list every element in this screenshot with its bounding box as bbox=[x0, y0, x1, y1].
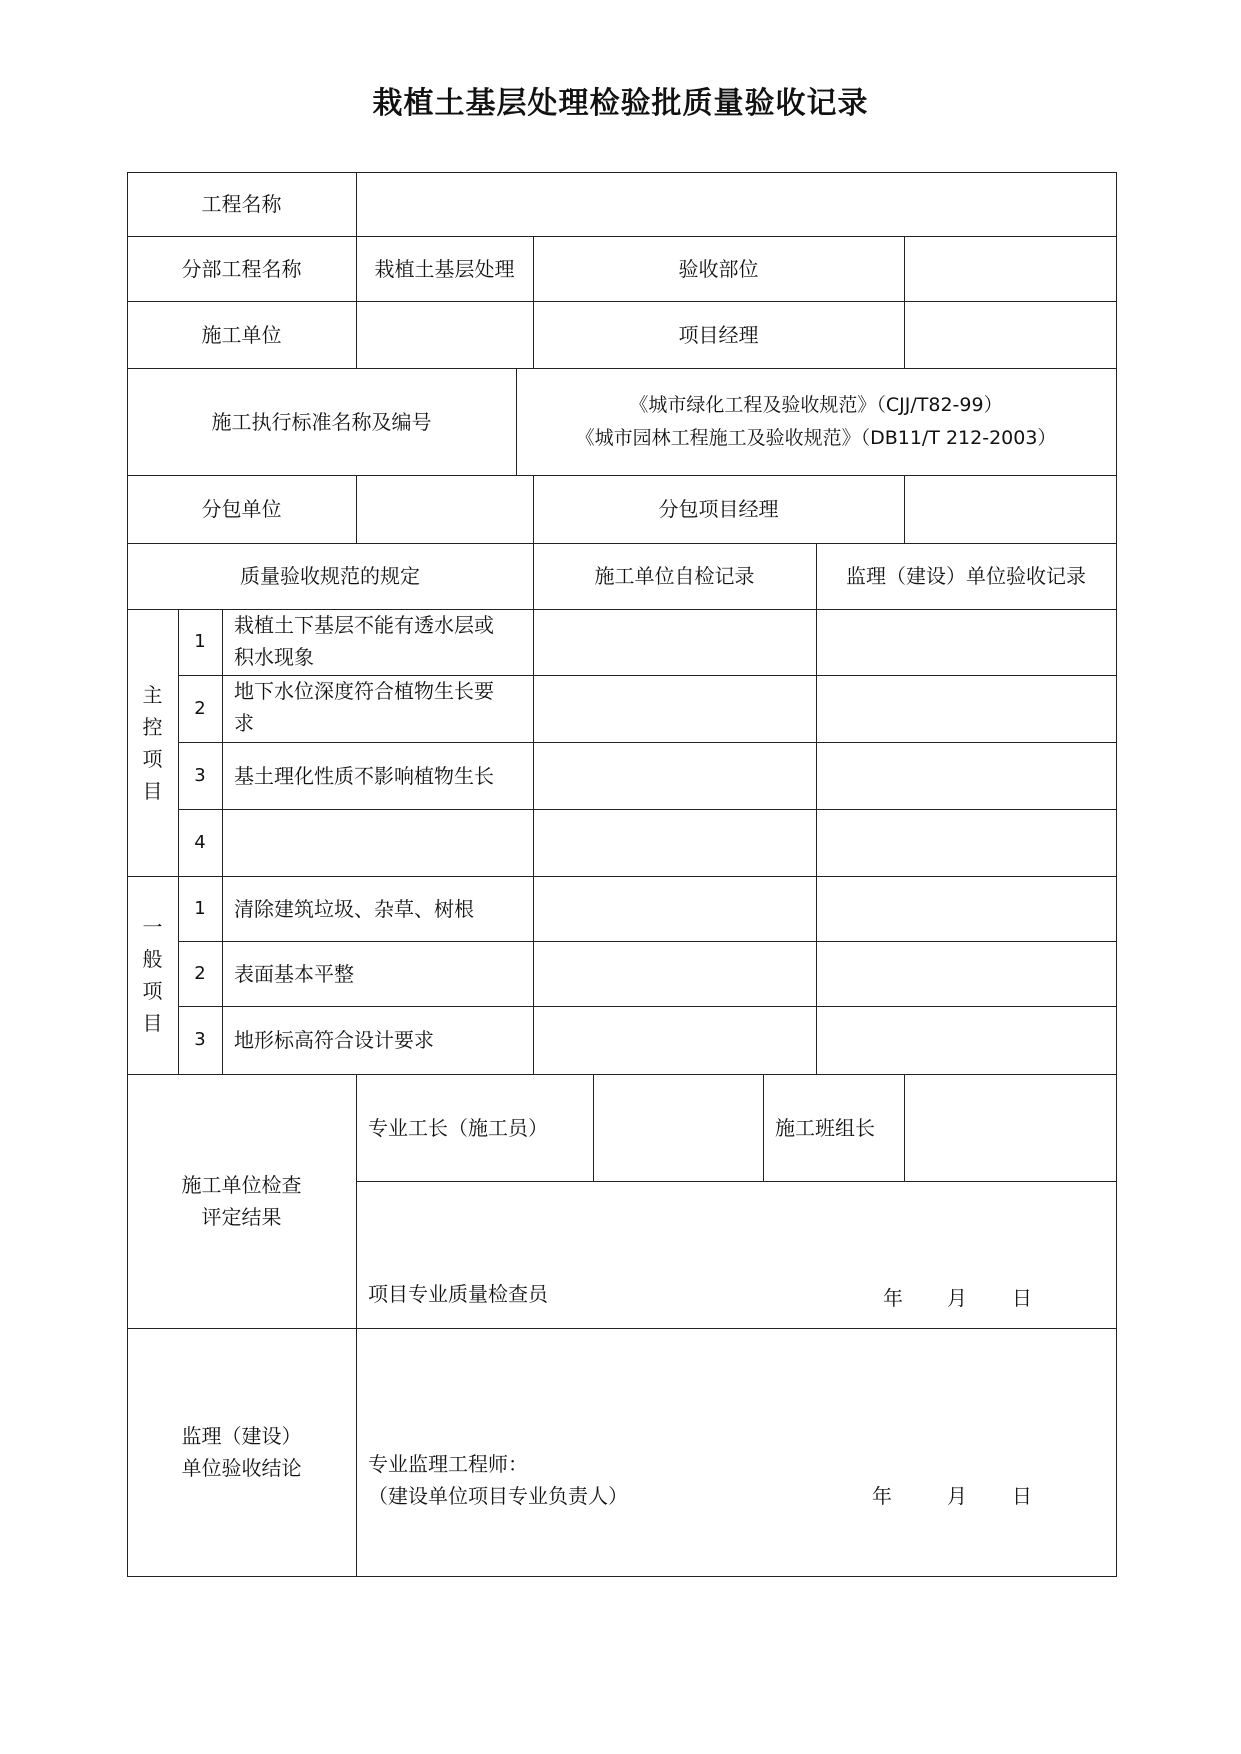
main-item-line: 地下水位深度符合植物生长要 bbox=[234, 679, 494, 703]
general-items-label bbox=[127, 876, 178, 1074]
main-item-text bbox=[222, 809, 533, 876]
subcontract-manager-label: 分包项目经理 bbox=[658, 497, 779, 521]
standard-label: 施工执行标准名称及编号 bbox=[211, 409, 432, 434]
foreman-signature-field[interactable] bbox=[593, 1074, 763, 1181]
spec-column-header: 质量验收规范的规定 bbox=[240, 564, 420, 588]
project-name-label: 工程名称 bbox=[201, 192, 282, 216]
general-item-text: 地形标高符合设计要求 bbox=[234, 1028, 434, 1052]
main-item-self-check-cell[interactable] bbox=[533, 809, 816, 876]
supervision-conclusion-label bbox=[127, 1328, 356, 1576]
construction-unit-label: 施工单位 bbox=[201, 322, 282, 347]
main-items-label bbox=[127, 609, 178, 876]
main-item-self-check-cell[interactable] bbox=[533, 675, 816, 742]
main-item-number: 2 bbox=[194, 697, 206, 719]
subcontractor-label: 分包单位 bbox=[201, 497, 282, 521]
general-item-self-check-cell[interactable] bbox=[533, 1006, 816, 1074]
general-label-char: 项 bbox=[142, 979, 163, 1003]
month-label: 月 bbox=[947, 1484, 967, 1508]
self-check-column-header: 施工单位自检记录 bbox=[594, 564, 755, 588]
inspection-location-label: 验收部位 bbox=[678, 256, 759, 281]
main-label-char: 项 bbox=[142, 746, 163, 771]
main-item-line: 栽植土下基层不能有透水层或 bbox=[234, 613, 494, 637]
owner-representative-label: （建设单位项目专业负责人） bbox=[368, 1484, 628, 1508]
general-label-char: 般 bbox=[142, 947, 163, 971]
year-label: 年 bbox=[883, 1286, 903, 1310]
general-item-number: 1 bbox=[194, 897, 206, 919]
standard-value bbox=[516, 368, 1116, 475]
general-item-supervision-cell[interactable] bbox=[816, 941, 1116, 1006]
supervision-column-header: 监理（建设）单位验收记录 bbox=[846, 564, 1086, 588]
standard-line-1: 《城市绿化工程及验收规范》（CJJ/T82-99） bbox=[629, 393, 1003, 416]
general-item-text: 表面基本平整 bbox=[234, 961, 354, 986]
construction-check-label-line: 评定结果 bbox=[201, 1205, 282, 1229]
general-item-text: 清除建筑垃圾、杂草、树根 bbox=[234, 896, 474, 921]
main-item-text: 基土理化性质不影响植物生长 bbox=[234, 763, 494, 788]
page-title: 栽植土基层处理检验批质量验收记录 bbox=[372, 86, 869, 121]
general-item-number: 2 bbox=[194, 962, 206, 984]
day-label: 日 bbox=[1012, 1484, 1032, 1508]
team-leader-label: 施工班组长 bbox=[775, 1115, 875, 1140]
general-item-self-check-cell[interactable] bbox=[533, 941, 816, 1006]
main-item-supervision-cell[interactable] bbox=[816, 809, 1116, 876]
main-item-number: 1 bbox=[194, 631, 206, 652]
general-item-supervision-cell[interactable] bbox=[816, 1006, 1116, 1074]
main-label-char: 控 bbox=[142, 714, 163, 739]
day-label: 日 bbox=[1012, 1286, 1032, 1310]
main-item-supervision-cell[interactable] bbox=[816, 609, 1116, 675]
sub-project-value: 栽植土基层处理 bbox=[374, 256, 515, 281]
main-item-text bbox=[222, 675, 533, 742]
main-item-line: 求 bbox=[234, 711, 254, 735]
month-label: 月 bbox=[947, 1286, 967, 1310]
main-label-char: 目 bbox=[142, 778, 163, 803]
project-manager-field[interactable] bbox=[904, 301, 1116, 368]
main-item-supervision-cell[interactable] bbox=[816, 675, 1116, 742]
inspector-label: 项目专业质量检查员 bbox=[368, 1282, 548, 1306]
foreman-label: 专业工长（施工员） bbox=[368, 1115, 548, 1140]
subcontract-manager-field[interactable] bbox=[904, 475, 1116, 543]
supervision-signature-area[interactable] bbox=[356, 1328, 1116, 1576]
construction-unit-field[interactable] bbox=[356, 301, 533, 368]
construction-check-label bbox=[127, 1074, 356, 1328]
construction-check-label-line: 施工单位检查 bbox=[181, 1173, 302, 1197]
project-name-field[interactable] bbox=[356, 172, 1116, 236]
standard-line-2: 《城市园林工程施工及验收规范》（DB11/T 212-2003） bbox=[575, 426, 1057, 449]
general-item-self-check-cell[interactable] bbox=[533, 876, 816, 941]
main-item-self-check-cell[interactable] bbox=[533, 742, 816, 809]
main-label-char: 主 bbox=[142, 682, 163, 707]
main-item-text bbox=[222, 609, 533, 675]
main-item-line: 积水现象 bbox=[234, 645, 314, 669]
supervision-label-line: 单位验收结论 bbox=[181, 1456, 302, 1480]
general-item-number: 3 bbox=[194, 1029, 206, 1050]
general-item-supervision-cell[interactable] bbox=[816, 876, 1116, 941]
supervision-label-line: 监理（建设） bbox=[181, 1424, 302, 1448]
main-item-number: 4 bbox=[194, 831, 206, 853]
inspection-form bbox=[127, 172, 1117, 1577]
subcontractor-field[interactable] bbox=[356, 475, 533, 543]
sub-project-label: 分部工程名称 bbox=[181, 256, 302, 281]
inspector-signature-area[interactable] bbox=[356, 1181, 1116, 1328]
team-leader-signature-field[interactable] bbox=[904, 1074, 1116, 1181]
main-item-supervision-cell[interactable] bbox=[816, 742, 1116, 809]
supervision-engineer-label: 专业监理工程师： bbox=[368, 1452, 528, 1476]
inspection-location-field[interactable] bbox=[904, 236, 1116, 301]
general-label-char: 目 bbox=[142, 1011, 163, 1035]
year-label: 年 bbox=[872, 1484, 892, 1508]
general-label-char: 一 bbox=[142, 915, 163, 939]
project-manager-label: 项目经理 bbox=[678, 322, 759, 347]
main-item-self-check-cell[interactable] bbox=[533, 609, 816, 675]
main-item-number: 3 bbox=[194, 764, 206, 786]
